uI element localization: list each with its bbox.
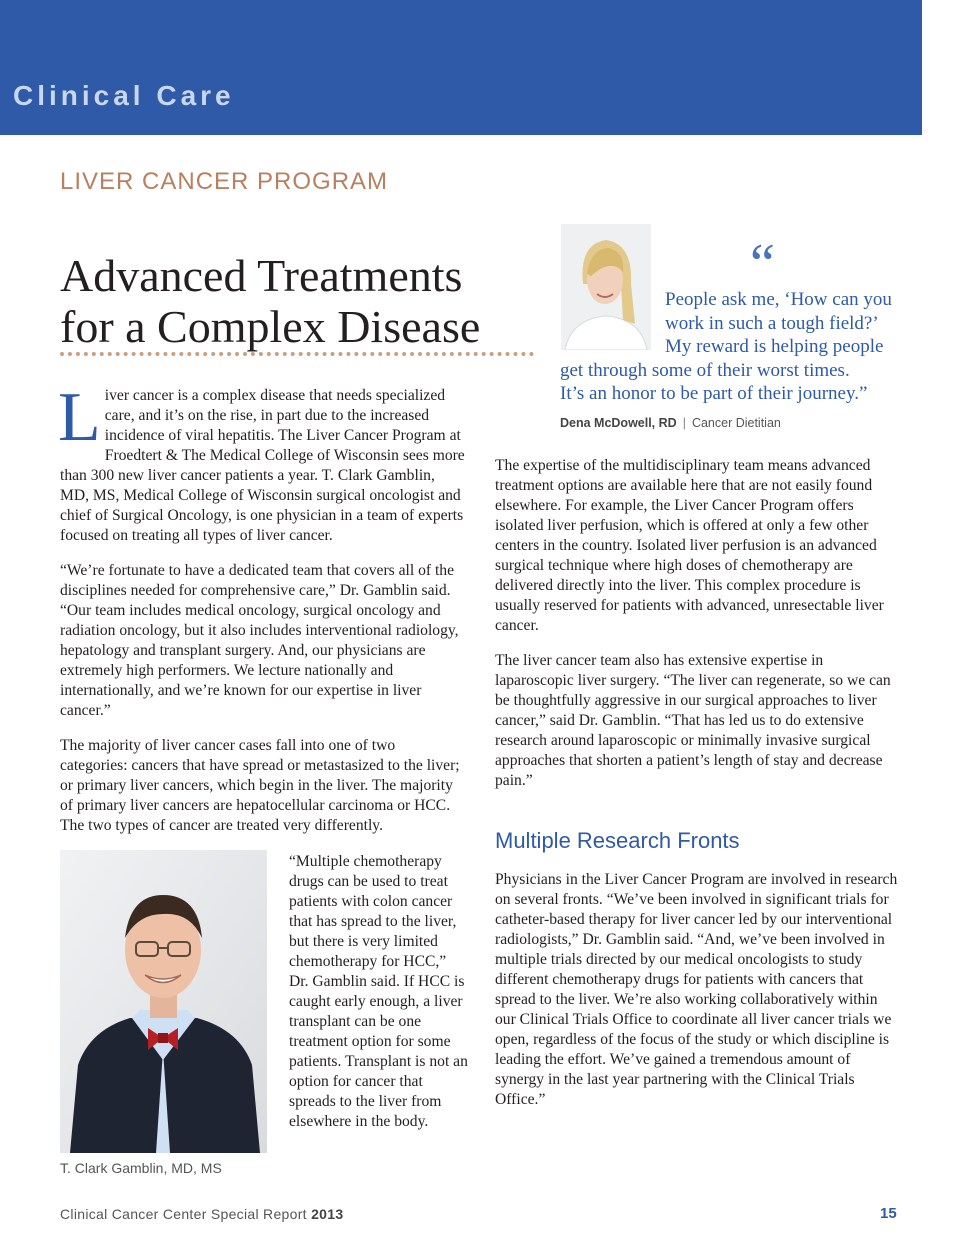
footer-publication — [60, 1206, 343, 1222]
open-quote-mark: “ — [750, 233, 775, 295]
drop-cap: L — [58, 379, 101, 456]
pull-quote-line-2: work in such a tough field?’ — [665, 312, 879, 334]
portrait-caption: T. Clark Gamblin, MD, MS — [60, 1160, 222, 1176]
intro-paragraph-text: iver cancer is a complex disease that needs specialized care, and it’s on the rise, in part due to the increased incidence of viral hepatitis. The Liver Cancer Program at Froedtert & The Medical College of Wisconsin sees more than 300 new liver cancer patients a year. T. Clark Gamblin, MD, MS, Medical College of Wisconsin surgical oncologist and chief of Surgical Oncology, is one physician in a team of experts focused on treating all types of liver cancer. — [60, 387, 465, 544]
page-number: 15 — [880, 1205, 897, 1222]
headline-line-2: for a Complex Disease — [60, 301, 481, 352]
dotted-divider — [60, 352, 534, 356]
gamblin-portrait — [60, 850, 267, 1153]
body-paragraph-2: “We’re fortunate to have a dedicated team that covers all of the disciplines needed for comprehensive care,” Dr. Gamblin said. “Our team includes medical oncology, surgical oncology and radiation oncology, but it also includes interventional radiology, hepatology and transplant surgery. And, our physicians are extremely high performers. We lecture nationally and internationally, and we’re known for our expertise in liver cancer.” — [60, 562, 459, 719]
right-paragraph-1: The expertise of the multidisciplinary team means advanced treatment options are available here that are not easily found elsewhere. For example, the Liver Cancer Program offers isolated liver perfusion, which is offered at only a few other centers in the country. Isolated liver perfusion is an advanced surgical technique where high doses of chemotherapy are delivered directly into the liver. This complex procedure is usually reserved for patients with advanced, unresectable liver cancer. — [495, 457, 884, 634]
pull-quote-line-3: My reward is helping people — [665, 336, 884, 357]
pull-quote — [560, 288, 910, 406]
headline-line-1: Advanced Treatments — [60, 250, 463, 301]
publication-title: Clinical Cancer Center Special Report — [60, 1206, 307, 1222]
right-paragraph-2: The liver cancer team also has extensive expertise in laparoscopic liver surgery. “The liver can regenerate, so we can be thoughtfully aggressive in our surgical approaches to liver cancer,” said Dr. Gamblin. “That has led us to do extensive research around laparoscopic or minimally invasive surgical approaches that shorten a patient’s length of stay and decrease pain.” — [495, 652, 891, 789]
header-band — [0, 0, 922, 135]
pull-quote-attribution — [560, 416, 781, 430]
publication-year: 2013 — [311, 1206, 344, 1222]
research-paragraph: Physicians in the Liver Cancer Program are involved in research on several fronts. “We’ve been involved in significant trials for catheter-based therapy for liver cancer led by our interventional radiologists,” Dr. Gamblin said. “And, we’ve been involved in multiple trials directed by our medical oncologists to study different chemotherapy drugs for patients with cancers that spread to the liver. We’re also working collaboratively within our Clinical Trials Office to coordinate all liver cancer trials we open, regardless of the focus of the study or which discipline is leading the effort. We’ve gained a tremendous amount of synergy in the last year partnering with the Clinical Trials Office.” — [495, 871, 898, 1108]
pull-quote-line-4: get through some of their worst times. — [560, 359, 850, 381]
narrow-column-text: “Multiple chemotherapy drugs can be used to treat patients with colon cancer that has spread to the liver, but there is very limited chemotherapy for HCC,” Dr. Gamblin said. If HCC is caught early enough, a liver transplant can be one treatment option for some patients. Transplant is not an option for cancer that spreads to the liver from elsewhere in the body. — [289, 853, 468, 1130]
intro-paragraph — [58, 379, 465, 546]
attribution-separator: | — [682, 416, 686, 430]
right-column — [495, 456, 900, 806]
body-paragraph-3: The majority of liver cancer cases fall into one of two categories: cancers that have spread or metastasized to the liver; or primary liver cancers, which begin in the liver. The majority of primary liver cancers are hepatocellular carcinoma or HCC. The two types of cancer are treated very differently. — [60, 737, 460, 834]
narrow-column — [289, 852, 469, 1132]
attribution-role: Cancer Dietitian — [691, 416, 781, 430]
research-subhead: Multiple Research Fronts — [495, 828, 740, 853]
program-kicker: LIVER CANCER PROGRAM — [60, 168, 389, 195]
research-section — [495, 870, 900, 1110]
pull-quote-line-1: People ask me, ‘How can you — [665, 289, 892, 310]
article-headline — [60, 250, 520, 352]
left-column — [58, 379, 465, 851]
section-header-title: Clinical Care — [13, 80, 235, 111]
attribution-name: Dena McDowell, RD — [560, 416, 677, 430]
pull-quote-line-5: It’s an honor to be part of their journey.” — [560, 383, 868, 404]
